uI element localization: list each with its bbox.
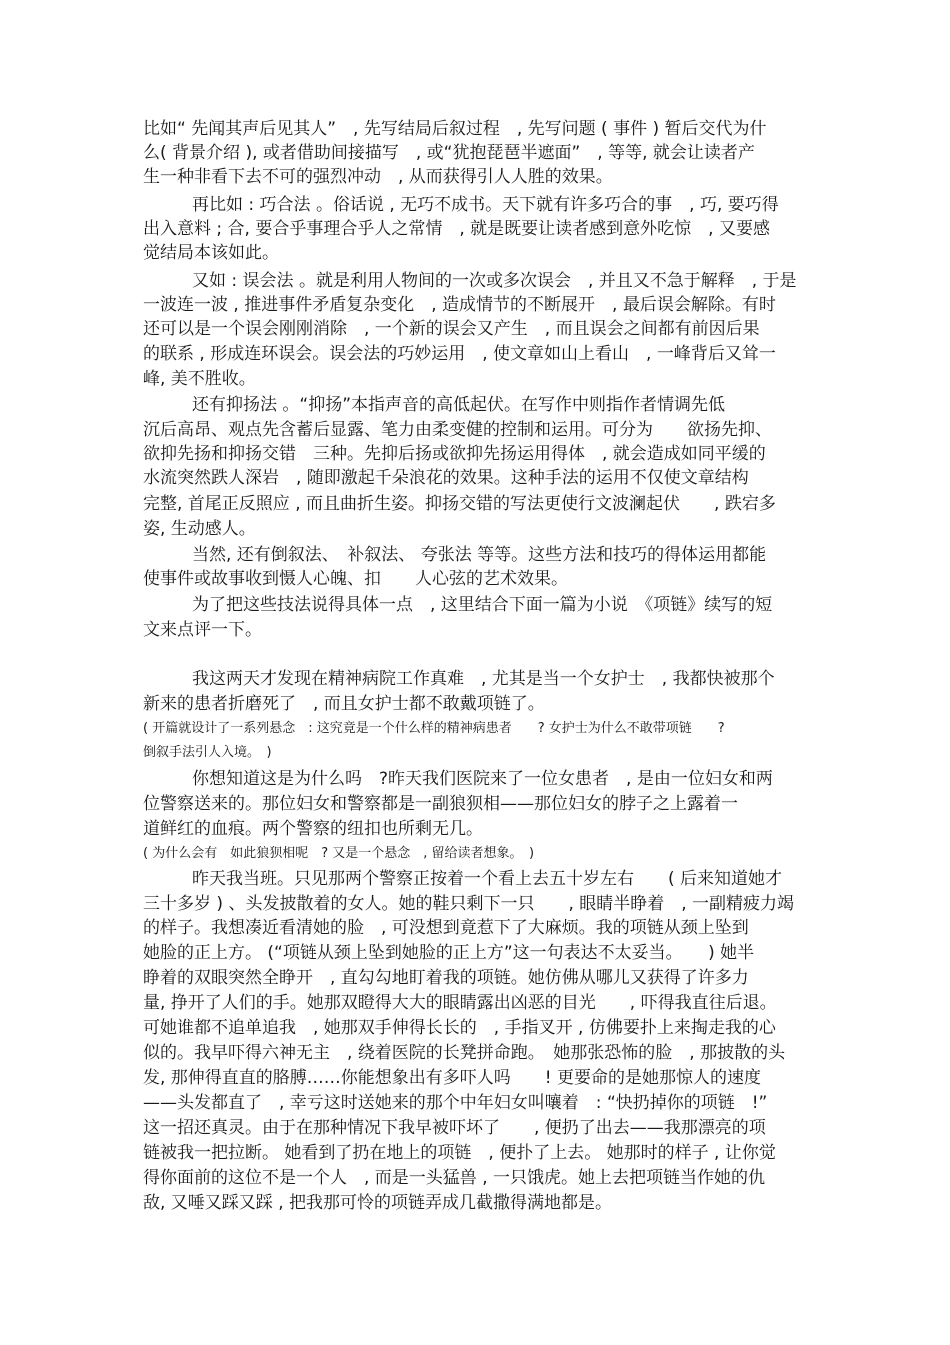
text-line: 觉结局本该如此。 bbox=[143, 243, 279, 263]
text-line: 量, 挣开了人们的手。她那双瞪得大大的眼睛露出凶恶的目光 , 吓得我直往后退。 bbox=[143, 993, 777, 1013]
text-line: 还有抑扬法 。“抑扬”本指声音的高低起伏。在写作中则指作者情调先低 bbox=[192, 395, 726, 415]
text-line: 这一招还真灵。由于在那种情况下我早被吓坏了 , 便扔了出去——我那漂亮的项 bbox=[143, 1118, 766, 1138]
text-line: 峰, 美不胜收。 bbox=[143, 369, 256, 389]
text-line: 又如 : 误会法 。就是利用人物间的一次或多次误会 , 并且又不急于解释 , 于是 bbox=[192, 271, 797, 291]
text-line: 新来的患者折磨死了 , 而且女护士都不敢戴项链了。 bbox=[143, 694, 545, 714]
text-line: 么( 背景介绍 ), 或者借助间接描写 , 或“犹抱琵琶半遮面” , 等等, 就会让读者产 bbox=[143, 143, 755, 163]
text-line: 一波连一波 , 推进事件矛盾复杂变化 , 造成情节的不断展开 , 最后误会解除。有时 bbox=[143, 295, 776, 315]
text-line: 可她谁都不追单追我 , 她那双手伸得长长的 , 手指叉开 , 仿佛要扑上来掏走我的心 bbox=[143, 1018, 776, 1038]
text-line: 似的。我早吓得六神无主 , 绕着医院的长凳拼命跑。 她那张恐怖的脸 , 那披散的头 bbox=[143, 1043, 786, 1063]
text-line: 我这两天才发现在精神病院工作真难 , 尤其是当一个女护士 , 我都快被那个 bbox=[192, 669, 775, 689]
text-line: 还可以是一个误会刚刚消除 , 一个新的误会又产生 , 而且误会之间都有前因后果 bbox=[143, 319, 760, 339]
text-line: 沉后高昂、观点先含蓄后显露、笔力由柔变健的控制和运用。可分为 欲扬先抑、 bbox=[143, 420, 772, 440]
text-line: 文来点评一下。 bbox=[143, 620, 262, 640]
text-line: 昨天我当班。只见那两个警察正按着一个看上去五十岁左右 ( 后来知道她才 bbox=[192, 869, 783, 889]
text-line: 敌, 又唾又踩又踩 , 把我那可怜的项链弄成几截撒得满地都是。 bbox=[143, 1193, 613, 1213]
text-line: 再比如 : 巧合法 。俗话说 , 无巧不成书。天下就有许多巧合的事 , 巧, 要巧得 bbox=[192, 195, 779, 215]
text-line: 她脸的正上方。 (“项链从颈上坠到她脸的正上方”这一句表达不太妥当。 ) 她半 bbox=[143, 943, 755, 963]
text-line: 三十多岁 ) 、头发披散着的女人。她的鞋只剩下一只 , 眼睛半睁着 , 一副精疲力竭 bbox=[143, 894, 795, 914]
text-line: ——头发都直了 , 幸亏这时送她来的那个中年妇女叫嚷着 : “快扔掉你的项链 !” bbox=[143, 1093, 768, 1113]
annotation-line: ( 为什么会有 如此狼狈相呢 ? 又是一个悬念 , 留给读者想象。 ) bbox=[143, 846, 535, 861]
text-line: 当然, 还有倒叙法、 补叙法、 夸张法 等等。这些方法和技巧的得体运用都能 bbox=[192, 545, 767, 565]
text-line: 姿, 生动感人。 bbox=[143, 519, 256, 539]
text-line: 为了把这些技法说得具体一点 , 这里结合下面一篇为小说 《项链》续写的短 bbox=[192, 595, 773, 615]
text-line: 欲抑先扬和抑扬交错 三种。先抑后扬或欲抑先扬运用得体 , 就会造成如同平缓的 bbox=[143, 444, 766, 464]
text-line: 睁着的双眼突然全睁开 , 直勾勾地盯着我的项链。她仿佛从哪儿又获得了许多力 bbox=[143, 968, 749, 988]
text-line: 完整, 首尾正反照应 , 而且曲折生姿。抑扬交错的写法更使行文波澜起伏 , 跌宕多 bbox=[143, 494, 776, 514]
text-line: 得你面前的这位不是一个人 , 而是一头猛兽 , 一只饿虎。她上去把项链当作她的仇 bbox=[143, 1168, 766, 1188]
annotation-line: ( 开篇就设计了一系列悬念 : 这究竟是一个什么样的精神病患者 ? 女护士为什么不敢带项链 ? bbox=[143, 721, 725, 736]
text-line: 生一种非看下去不可的强烈冲动 , 从而获得引人人胜的效果。 bbox=[143, 167, 613, 187]
annotation-line: 倒叙手法引人入境。 ) bbox=[143, 745, 272, 760]
text-line: 水流突然跌人深岩 , 随即激起千朵浪花的效果。这种手法的运用不仅使文章结构 bbox=[143, 468, 749, 488]
text-line: 比如“ 先闻其声后见其人” , 先写结局后叙过程 , 先写问题 ( 事件 ) 暂后交代为什 bbox=[143, 119, 767, 139]
text-line: 使事件或故事收到慑人心魄、扣 人心弦的艺术效果。 bbox=[143, 569, 568, 589]
text-line: 道鲜红的血痕。两个警察的纽扣也所剩无几。 bbox=[143, 819, 483, 839]
text-line: 的联系 , 形成连环误会。误会法的巧妙运用 , 使文章如山上看山 , 一峰背后又耸一 bbox=[143, 344, 776, 364]
text-line: 的样子。我想凑近看清她的脸 , 可没想到竟惹下了大麻烦。我的项链从颈上坠到 bbox=[143, 918, 749, 938]
text-line: 位警察送来的。那位妇女和警察都是一副狼狈相——那位妇女的脖子之上露着一 bbox=[143, 794, 738, 814]
text-line: 链被我一把拉断。 她看到了扔在地上的项链 , 便扑了上去。 她那时的样子 , 让你觉 bbox=[143, 1143, 776, 1163]
text-line: 发, 那伸得直直的胳膊……你能想象出有多吓人吗 ! 更要命的是她那惊人的速度 bbox=[143, 1068, 762, 1088]
text-line: 你想知道这是为什么吗 ?昨天我们医院来了一位女患者 , 是由一位妇女和两 bbox=[192, 769, 773, 789]
text-line: 出入意料 ; 合, 要合乎事理合乎人之常情 , 就是既要让读者感到意外吃惊 , 又要感 bbox=[143, 219, 770, 239]
